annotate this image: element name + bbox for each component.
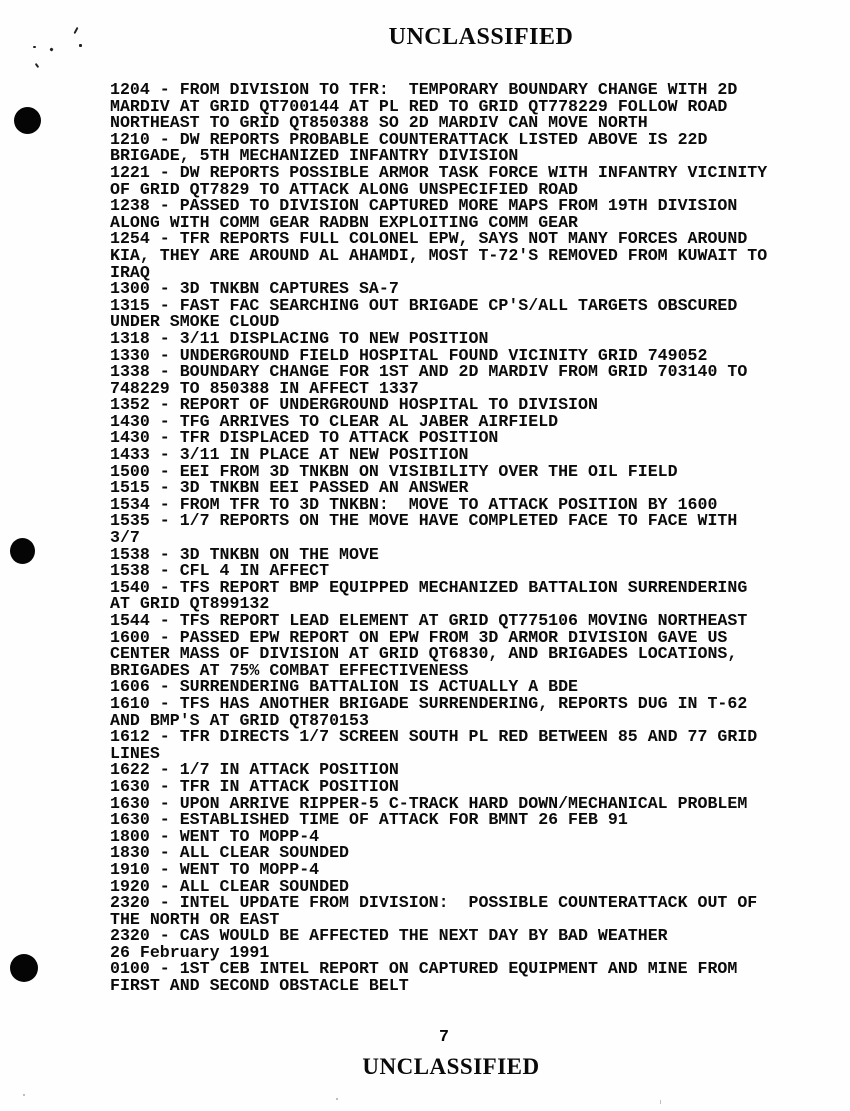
- log-line: THE NORTH OR EAST: [110, 909, 280, 929]
- log-line: KIA, THEY ARE AROUND AL AHAMDI, MOST T-72'S REMOVED FROM KUWAIT TO: [110, 245, 768, 265]
- log-line: 1800 - WENT TO MOPP-4: [110, 826, 320, 846]
- scan-speck: [23, 1094, 25, 1096]
- log-line: AT GRID QT899132: [110, 594, 270, 614]
- log-line: OF GRID QT7829 TO ATTACK ALONG UNSPECIFIED ROAD: [110, 179, 579, 199]
- log-line: 1612 - TFR DIRECTS 1/7 SCREEN SOUTH PL RED BETWEEN 85 AND 77 GRID: [110, 727, 758, 747]
- log-line: 26 February 1991: [110, 942, 270, 962]
- pen-mark: [79, 44, 82, 47]
- log-line: 1535 - 1/7 REPORTS ON THE MOVE HAVE COMPLETED FACE TO FACE WITH: [110, 511, 738, 531]
- log-line: 1534 - FROM TFR TO 3D TNKBN: MOVE TO ATTACK POSITION BY 1600: [110, 494, 718, 514]
- log-line: 1830 - ALL CLEAR SOUNDED: [110, 843, 349, 863]
- log-line: 1540 - TFS REPORT BMP EQUIPPED MECHANIZED BATTALION SURRENDERING: [110, 577, 748, 597]
- log-line: 1630 - UPON ARRIVE RIPPER-5 C-TRACK HARD DOWN/MECHANICAL PROBLEM: [110, 793, 748, 813]
- log-line: 1610 - TFS HAS ANOTHER BRIGADE SURRENDERING, REPORTS DUG IN T-62: [110, 693, 748, 713]
- log-line: 1910 - WENT TO MOPP-4: [110, 859, 320, 879]
- log-line: MARDIV AT GRID QT700144 AT PL RED TO GRID QT778229 FOLLOW ROAD: [110, 96, 728, 116]
- hole-punch-mark: [10, 538, 35, 564]
- log-line: 2320 - CAS WOULD BE AFFECTED THE NEXT DAY BY BAD WEATHER: [110, 926, 668, 946]
- hole-punch-mark: [10, 954, 38, 982]
- log-text: [110, 82, 810, 995]
- log-line: 1630 - TFR IN ATTACK POSITION: [110, 776, 399, 796]
- log-line: 1433 - 3/11 IN PLACE AT NEW POSITION: [110, 445, 469, 465]
- log-line: 2320 - INTEL UPDATE FROM DIVISION: POSSIBLE COUNTERATTACK OUT OF: [110, 893, 758, 913]
- log-line: 1622 - 1/7 IN ATTACK POSITION: [110, 760, 399, 780]
- log-line: 1318 - 3/11 DISPLACING TO NEW POSITION: [110, 328, 489, 348]
- log-line: UNDER SMOKE CLOUD: [110, 312, 280, 332]
- log-line: AND BMP'S AT GRID QT870153: [110, 710, 369, 730]
- log-line: LINES: [110, 743, 160, 763]
- log-line: 1630 - ESTABLISHED TIME OF ATTACK FOR BMNT 26 FEB 91: [110, 810, 628, 830]
- log-line: CENTER MASS OF DIVISION AT GRID QT6830, AND BRIGADES LOCATIONS,: [110, 644, 738, 664]
- scan-speck: [336, 1098, 338, 1100]
- pen-mark: [35, 63, 40, 68]
- log-line: 1315 - FAST FAC SEARCHING OUT BRIGADE CP'S/ALL TARGETS OBSCURED: [110, 295, 738, 315]
- log-line: 1300 - 3D TNKBN CAPTURES SA-7: [110, 279, 399, 299]
- log-line: 1515 - 3D TNKBN EEI PASSED AN ANSWER: [110, 478, 469, 498]
- hole-punch-mark: [14, 107, 41, 134]
- log-line: BRIGADES AT 75% COMBAT EFFECTIVENESS: [110, 660, 469, 680]
- classification-header: UNCLASSIFIED: [388, 24, 574, 50]
- log-line: 1221 - DW REPORTS POSSIBLE ARMOR TASK FORCE WITH INFANTRY VICINITY: [110, 162, 768, 182]
- log-line: 1600 - PASSED EPW REPORT ON EPW FROM 3D ARMOR DIVISION GAVE US: [110, 627, 728, 647]
- pen-mark: [73, 27, 78, 34]
- log-line: 1210 - DW REPORTS PROBABLE COUNTERATTACK LISTED ABOVE IS 22D: [110, 129, 708, 149]
- log-line: 1204 - FROM DIVISION TO TFR: TEMPORARY BOUNDARY CHANGE WITH 2D: [110, 80, 738, 99]
- log-line: 1538 - CFL 4 IN AFFECT: [110, 561, 330, 581]
- log-line: 1254 - TFR REPORTS FULL COLONEL EPW, SAYS NOT MANY FORCES AROUND: [110, 229, 748, 249]
- log-line: BRIGADE, 5TH MECHANIZED INFANTRY DIVISION: [110, 146, 519, 166]
- classification-footer: UNCLASSIFIED: [362, 1054, 540, 1079]
- log-line: FIRST AND SECOND OBSTACLE BELT: [110, 976, 409, 996]
- log-line: 1338 - BOUNDARY CHANGE FOR 1ST AND 2D MARDIV FROM GRID 703140 TO: [110, 362, 748, 382]
- log-line: 1430 - TFR DISPLACED TO ATTACK POSITION: [110, 428, 499, 448]
- log-line: 1500 - EEI FROM 3D TNKBN ON VISIBILITY OVER THE OIL FIELD: [110, 461, 678, 481]
- pen-mark: [33, 46, 36, 48]
- log-line: 1606 - SURRENDERING BATTALION IS ACTUALLY A BDE: [110, 677, 579, 697]
- log-line: 1544 - TFS REPORT LEAD ELEMENT AT GRID QT775106 MOVING NORTHEAST: [110, 611, 748, 630]
- log-line: 1238 - PASSED TO DIVISION CAPTURED MORE MAPS FROM 19TH DIVISION: [110, 196, 738, 216]
- log-line: 1430 - TFG ARRIVES TO CLEAR AL JABER AIRFIELD: [110, 411, 559, 431]
- log-line: 1920 - ALL CLEAR SOUNDED: [110, 876, 349, 896]
- page-number: 7: [439, 1027, 449, 1046]
- scan-speck: [660, 1100, 661, 1104]
- log-line: IRAQ: [110, 262, 150, 282]
- log-line: NORTHEAST TO GRID QT850388 SO 2D MARDIV CAN MOVE NORTH: [110, 113, 648, 133]
- pen-mark: [49, 47, 53, 51]
- log-line: 0100 - 1ST CEB INTEL REPORT ON CAPTURED EQUIPMENT AND MINE FROM: [110, 959, 738, 979]
- log-line: 1538 - 3D TNKBN ON THE MOVE: [110, 544, 379, 564]
- log-line: 1352 - REPORT OF UNDERGROUND HOSPITAL TO DIVISION: [110, 395, 598, 415]
- log-line: 1330 - UNDERGROUND FIELD HOSPITAL FOUND VICINITY GRID 749052: [110, 345, 708, 365]
- log-line: ALONG WITH COMM GEAR RADBN EXPLOITING COMM GEAR: [110, 212, 579, 232]
- log-line: 3/7: [110, 528, 140, 548]
- log-line: 748229 TO 850388 IN AFFECT 1337: [110, 378, 419, 398]
